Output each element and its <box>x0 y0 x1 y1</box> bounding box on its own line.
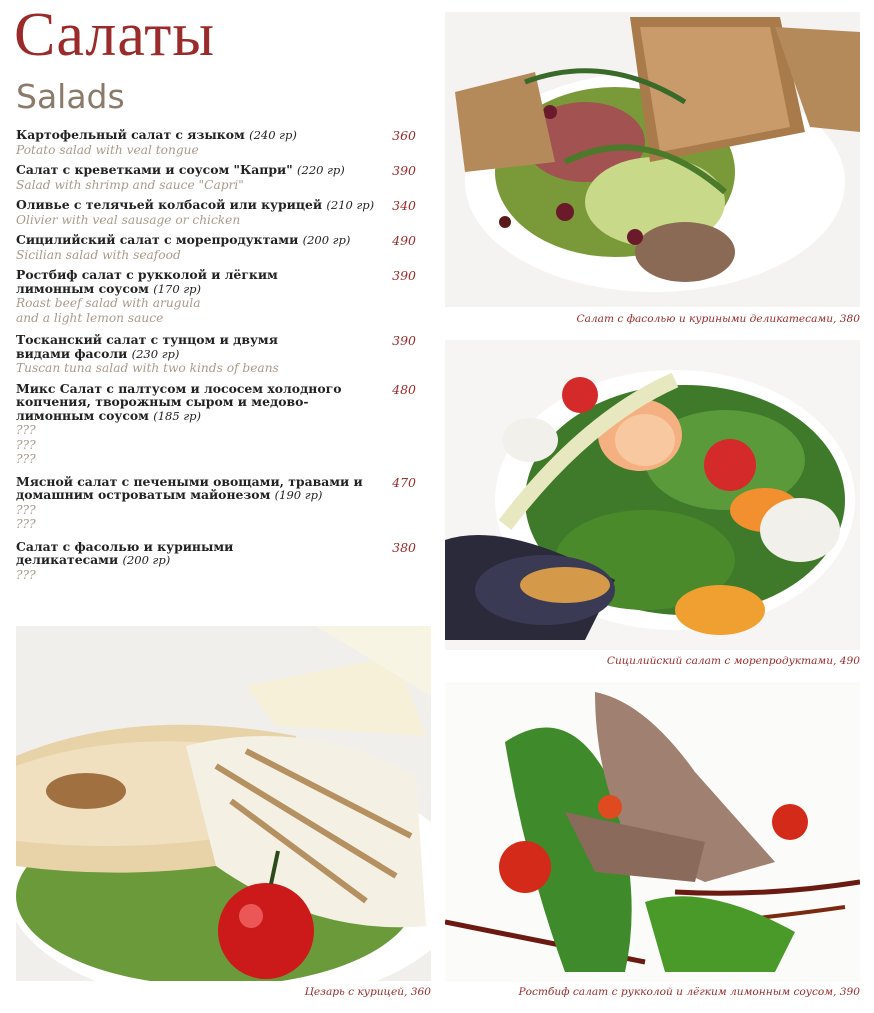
item-name: Микс Салат с палтусом и лососем холодного копчения, творожным сыром и медово-лимонным соусом <box>16 380 342 423</box>
menu-item <box>16 268 420 325</box>
item-weight: (230 гр) <box>131 346 180 361</box>
page-subtitle: Salads <box>16 77 125 116</box>
item-name: Тосканский салат с тунцом и двумя видами фасоли <box>16 332 278 361</box>
item-price: 390 <box>392 333 416 348</box>
seafood-salad-icon <box>445 340 860 650</box>
menu-item <box>16 128 420 157</box>
caesar-salad-icon <box>16 626 431 981</box>
item-price: 390 <box>392 163 416 178</box>
item-english: ??? <box>16 567 36 582</box>
item-english: ??? <box>16 437 36 452</box>
item-english: Potato salad with veal tongue <box>16 142 199 157</box>
menu-item <box>16 382 420 467</box>
item-name: Салат с креветками и соусом "Капри" <box>16 162 293 177</box>
item-name: Салат с фасолью и куриными деликатесами <box>16 538 234 567</box>
item-english: Roast beef salad with arugula <box>16 296 201 310</box>
bean-chicken-salad-icon <box>445 12 860 307</box>
roast-beef-arugula-salad-photo <box>445 682 860 982</box>
item-name: Мясной салат с печеными овощами, травами и домашним островатым майонезом <box>16 473 363 502</box>
item-english: ??? <box>16 517 36 531</box>
caesar-chicken-salad-photo <box>16 626 431 981</box>
item-weight: (210 гр) <box>326 198 375 212</box>
menu-item <box>16 198 420 227</box>
item-price: 390 <box>392 268 416 283</box>
item-weight: (185 гр) <box>153 408 201 423</box>
menu-item <box>16 163 420 192</box>
item-price: 470 <box>392 474 416 490</box>
item-name: Сицилийский салат с морепродуктами <box>16 232 299 247</box>
menu-item <box>16 540 420 583</box>
item-weight: (220 гр) <box>297 163 345 177</box>
item-english: and a light lemon sauce <box>16 310 164 325</box>
menu-list <box>16 128 420 588</box>
item-english: Sicilian salad with seafood <box>16 247 181 262</box>
item-price: 380 <box>392 539 416 555</box>
item-name: Ростбиф салат с рукколой и лёгким лимонным соусом <box>16 267 278 296</box>
item-price: 340 <box>392 198 416 213</box>
photo-caption: Ростбиф салат с рукколой и лёгким лимонным соусом, 390 <box>518 986 860 998</box>
bean-chicken-salad-photo <box>445 12 860 307</box>
item-english: ??? <box>16 502 36 517</box>
item-name: Картофельный салат с языком <box>16 127 245 142</box>
photo-caption: Сицилийский салат с морепродуктами, 490 <box>606 655 860 667</box>
item-english: ??? <box>16 423 36 437</box>
item-english: Salad with shrimp and sauce "Capri" <box>16 177 244 192</box>
sicilian-seafood-salad-photo <box>445 340 860 650</box>
roast-beef-salad-icon <box>445 682 860 982</box>
item-price: 360 <box>392 128 416 143</box>
item-weight: (240 гр) <box>249 128 297 142</box>
menu-item <box>16 475 420 532</box>
item-weight: (170 гр) <box>153 281 201 296</box>
photo-caption: Цезарь с курицей, 360 <box>304 986 431 998</box>
item-english: ??? <box>16 452 36 466</box>
item-price: 480 <box>392 381 416 397</box>
item-english: Olivier with veal sausage or chicken <box>16 212 241 227</box>
item-english: Tuscan tuna salad with two kinds of beans <box>16 361 279 375</box>
item-weight: (200 гр) <box>122 553 171 567</box>
item-weight: (200 гр) <box>302 233 351 247</box>
menu-item <box>16 233 420 262</box>
page-title: Салаты <box>14 1 216 69</box>
item-name: Оливье с телячьей колбасой или курицей <box>16 197 323 212</box>
item-price: 490 <box>392 233 416 248</box>
menu-item <box>16 333 420 376</box>
photo-caption: Салат с фасолью и куриными деликатесами, 380 <box>576 313 860 325</box>
item-weight: (190 гр) <box>274 488 323 502</box>
